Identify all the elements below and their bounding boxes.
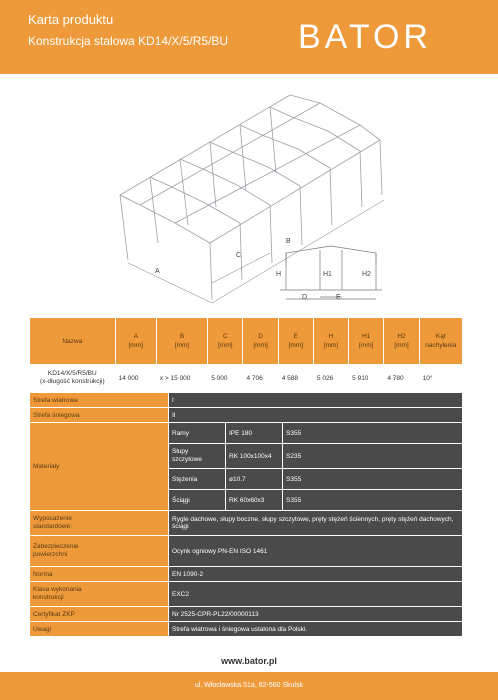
- table-row: [30, 567, 462, 581]
- header-cell: D [mm]: [243, 318, 277, 364]
- protection-value: Ocynk ogniowy PN-EN ISO 1461: [169, 536, 462, 566]
- material-name: Słupy szczytowe: [169, 444, 225, 468]
- value-cell: 4 706: [243, 365, 277, 391]
- execution-class-label: Klasa wykonania konstrukcji: [30, 582, 168, 606]
- page-title: Karta produktu: [28, 12, 114, 27]
- model-name: KD14/X/5/R5/BU (x-długość konstrukcji): [30, 365, 115, 391]
- material-name: Ramy: [169, 423, 225, 443]
- product-subtitle: Konstrukcja stalowa KD14/X/5/R5/BU: [28, 34, 229, 48]
- material-grade: S355: [283, 469, 462, 489]
- material-grade: S235: [283, 444, 462, 468]
- value-cell: 4 780: [384, 365, 418, 391]
- header-cell: B [mm]: [157, 318, 207, 364]
- values-row: [30, 365, 462, 391]
- value-cell: 10°: [420, 365, 462, 391]
- material-profile: IPE 180: [226, 423, 282, 443]
- value-cell: 4 588: [279, 365, 313, 391]
- dim-label-d: D: [302, 294, 308, 301]
- equipment-label: Wyposażenie standardowe:: [30, 511, 168, 535]
- website-link[interactable]: www.bator.pl: [221, 656, 277, 666]
- dim-label-e: E: [336, 294, 341, 301]
- table-header-row: [30, 318, 462, 364]
- material-grade: S355: [283, 490, 462, 510]
- header-cell: C [mm]: [208, 318, 242, 364]
- protection-label: Zabezpieczenie powierzchni: [30, 536, 168, 566]
- table-row: [30, 582, 462, 606]
- value-cell: 5 026: [314, 365, 348, 391]
- execution-class-value: EXC2: [169, 582, 462, 606]
- header-cell: H [mm]: [314, 318, 348, 364]
- dim-label-b: B: [286, 238, 291, 245]
- value-cell: 14 000: [116, 365, 156, 391]
- value-cell: 5 910: [349, 365, 383, 391]
- header-cell: Kąt nachylenia: [420, 318, 462, 364]
- materials-label: Materiały: [30, 423, 168, 510]
- material-name: Stężenia: [169, 469, 225, 489]
- dim-label-h: H: [276, 271, 282, 278]
- dim-label-h2: H2: [362, 271, 371, 278]
- specification-table: [29, 317, 463, 392]
- structure-drawing-svg: [0, 85, 498, 315]
- table-row: [30, 408, 462, 422]
- table-row: [30, 607, 462, 621]
- material-profile: RK 100x100x4: [226, 444, 282, 468]
- table-row: [30, 622, 462, 636]
- standard-value: EN 1090-2: [169, 567, 462, 581]
- material-name: Ściągi: [169, 490, 225, 510]
- dim-label-c: C: [236, 252, 242, 259]
- dim-label-h1: H1: [323, 271, 332, 278]
- structure-drawing: [0, 85, 498, 315]
- material-grade: S355: [283, 423, 462, 443]
- snow-zone-label: Strefa śniegowa: [30, 408, 168, 422]
- wind-zone-label: Strefa wiatrowa: [30, 393, 168, 407]
- standard-label: Norma: [30, 567, 168, 581]
- table-row: [30, 423, 462, 443]
- header-cell: A [mm]: [116, 318, 156, 364]
- material-profile: RK 60x60x3: [226, 490, 282, 510]
- table-row: [30, 536, 462, 566]
- certificate-label: Certyfikat ZKP: [30, 607, 168, 621]
- details-table: [29, 392, 463, 637]
- equipment-value: Rygle dachowe, słupy boczne, słupy szczytowe, pręty stężeń ściennych, pręty stężeń dachowych, ściągi: [169, 511, 462, 535]
- material-profile: ø10.7: [226, 469, 282, 489]
- header-cell: H2 [mm]: [384, 318, 418, 364]
- value-cell: 5 000: [208, 365, 242, 391]
- notes-label: Uwagi: [30, 622, 168, 636]
- notes-value: Strefa wiatrowa i śniegowa ustalona dla Polski.: [169, 622, 462, 636]
- header-cell: Nazwa: [30, 318, 115, 364]
- certificate-value: Nr 2525-CPR-PL22/00000113: [169, 607, 462, 621]
- company-address: ul. Włocławska 51a, 62-560 Skulsk: [194, 682, 304, 689]
- dim-label-a: A: [155, 268, 160, 275]
- header-bar: [0, 0, 498, 74]
- footer-bar: [0, 672, 498, 700]
- table-row: [30, 511, 462, 535]
- header-cell: H1 [mm]: [349, 318, 383, 364]
- wind-zone-value: I: [169, 393, 462, 407]
- snow-zone-value: II: [169, 408, 462, 422]
- header-cell: E [mm]: [279, 318, 313, 364]
- brand-logo: BATOR: [298, 18, 432, 56]
- value-cell: x > 15 000: [157, 365, 207, 391]
- table-row: [30, 393, 462, 407]
